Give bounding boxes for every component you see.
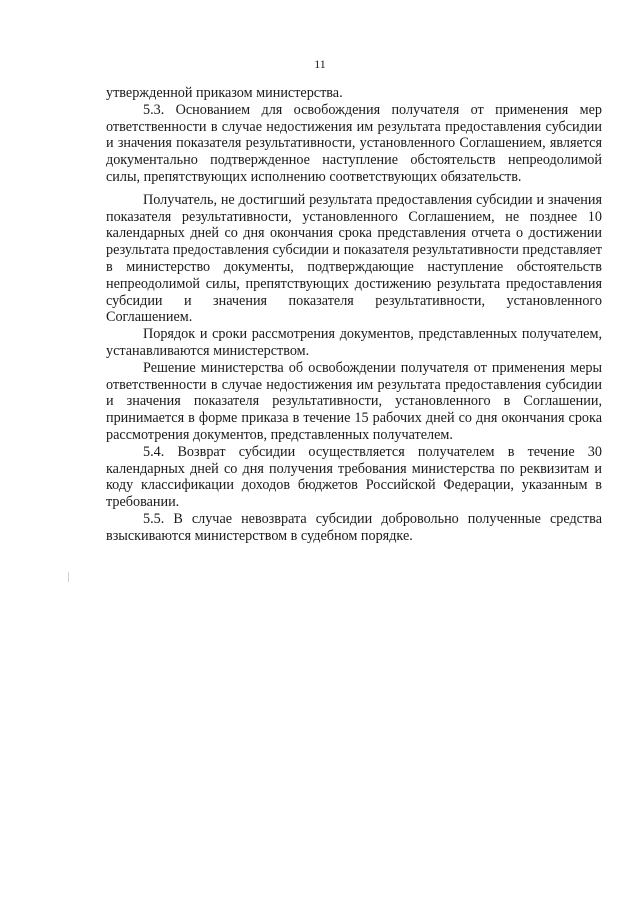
paragraph-decision: Решение министерства об освобождении получателя от применения меры ответственности в случае недостижения им результата предоставления субсидии и значения показателя результативности, установленного в Соглашении, принимается в форме приказа в течение 15 рабочих дней со дня окончания срока рассмотрения документов, представленных получателем.: [106, 359, 602, 443]
page-number: 11: [314, 57, 326, 71]
paragraph-continuation: утвержденной приказом министерства.: [106, 85, 343, 101]
paragraph-procedure: Порядок и сроки рассмотрения документов, представленных получателем, устанавливаются министерством.: [106, 326, 602, 359]
paragraph-5-3: 5.3. Основанием для освобождения получателя от применения мер ответственности в случае недостижения им результата предоставления субсидии и значения показателя результативности, установленного Соглашением, является документально подтвержденное наступление обстоятельств непреодолимой силы, препятствующих исполнению соответствующих обязательств.: [106, 101, 602, 185]
paragraph-5-5: 5.5. В случае невозврата субсидии добровольно полученные средства взыскиваются министерством в судебном порядке.: [106, 510, 602, 544]
paragraph-recipient: Получатель, не достигший результата предоставления субсидии и значения показателя результативности, установленного Соглашением, не позднее 10 календарных дней со дня окончания срока представления отчета о достижении результата предоставления субсидии и показателя результативности представляет в министерство документы, подтверждающие наступление обстоятельств непреодолимой силы, препятствующих достижению результата предоставления субсидии и значения показателя результативности, установленного Соглашением.: [106, 191, 602, 326]
scan-margin-mark: [68, 572, 69, 582]
document-body: [106, 85, 602, 545]
paragraph-5-4: 5.4. Возврат субсидии осуществляется получателем в течение 30 календарных дней со дня получения требования министерства по реквизитам и коду классификации доходов бюджетов Российской Федерации, указанным в требовании.: [106, 443, 602, 511]
